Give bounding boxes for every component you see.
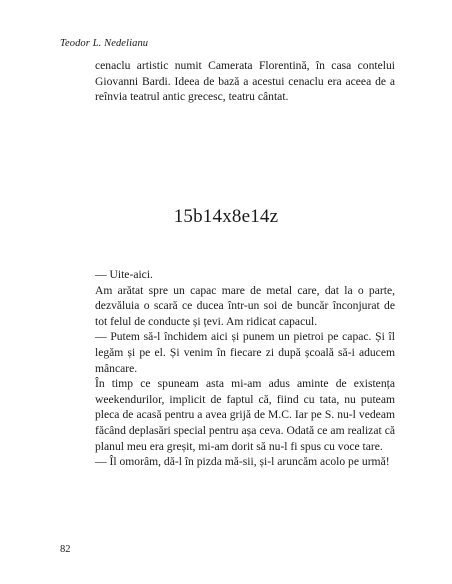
body-paragraph-1: — Uite-aici.: [95, 268, 153, 281]
intro-paragraph: cenaclu artistic numit Camerata Florentină, în casa contelui Giovanni Bardi. Ideea de bază a acestui cenaclu era aceea de a reînvia teatrul antic grecesc, teatru cântat.: [95, 59, 395, 104]
body-paragraph-5: — Îl omorâm, dă-l în pizda mă-sii, și-l aruncăm acolo pe urmă!: [95, 455, 390, 469]
body-paragraph-2: Am arătat spre un capac mare de metal care, dat la o parte, dezvăluia o scară ce ducea într-un soi de buncăr înconjurat de tot felul de conducte și țevi. Am ridicat capacul.: [95, 283, 395, 328]
body-paragraph-4: În timp ce spuneam asta mi-am adus aminte de existența weekendurilor, implicit de faptul că, fiind cu tata, nu puteam pleca de acasă pentru a avea grijă de M.C. Iar pe S. nu-l vedeam făcând deplasări special pentru așa ceva. Odată ce am realizat că planul meu era greșit, mi-am dorit să nu-l fi spus cu voce tare.: [95, 377, 395, 453]
body-text-block: [95, 267, 395, 470]
section-title: 15b14x8e14z: [173, 206, 279, 227]
intro-text-block: [95, 58, 395, 105]
body-paragraph-3: — Putem să-l închidem aici și punem un pietroi pe capac. Și îl legăm și pe el. Și venim în fiecare zi după școală să-i aducem mâncare.: [95, 330, 395, 375]
page-number: 82: [60, 544, 71, 555]
running-header-author: Teodor L. Nedelianu: [60, 38, 149, 49]
